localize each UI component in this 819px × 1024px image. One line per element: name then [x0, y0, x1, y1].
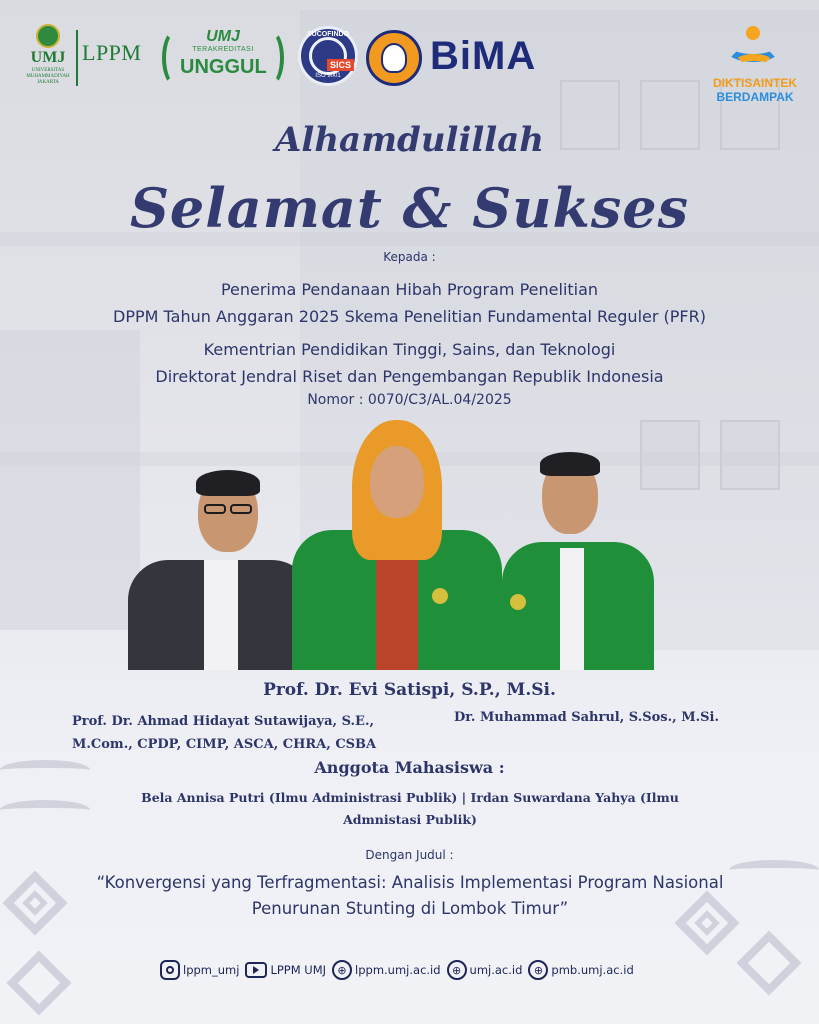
dikti-line1: DIKTISAINTEK: [713, 76, 797, 90]
white-shirt: [204, 560, 238, 670]
white-shirt: [560, 548, 584, 670]
globe-icon: ⊕: [447, 960, 467, 980]
glasses-icon: [204, 504, 226, 514]
sics-bottom-text: ISO 9001: [315, 73, 341, 79]
bima-figure-icon: [381, 43, 407, 73]
research-title: “Konvergensi yang Terfragmentasi: Analisis Implementasi Program Nasional Penurunan Stunting di Lombok Timur”: [96, 873, 724, 918]
info-line-directorate: Direktorat Jendral Riset dan Pengembangan Republik Indonesia: [155, 367, 664, 386]
footer-youtube[interactable]: [245, 962, 326, 978]
bima-label: BiMA: [430, 34, 537, 78]
dikti-line2: BERDAMPAK: [716, 90, 794, 104]
lead-researcher-name: Prof. Dr. Evi Satispi, S.P., M.Si.: [263, 680, 556, 700]
wave-ornament-left: [0, 800, 90, 820]
footer-website-pmb[interactable]: [528, 960, 633, 980]
lppm-label: LPPM: [82, 40, 142, 65]
youtube-icon: [245, 962, 267, 978]
info-line-scheme: DPPM Tahun Anggaran 2025 Skema Penelitian Fundamental Reguler (PFR): [113, 307, 706, 326]
hair: [196, 470, 260, 496]
portrait-member-left: [128, 470, 312, 670]
instagram-icon: [160, 960, 180, 980]
logo-row: [0, 0, 819, 110]
website-lppm: lppm.umj.ac.id: [355, 963, 441, 977]
sics-logo: [298, 26, 358, 86]
footer-instagram[interactable]: [160, 960, 239, 980]
footer-website-lppm[interactable]: [332, 960, 441, 980]
website-umj: umj.ac.id: [469, 963, 523, 977]
kepada-label: Kepada :: [383, 250, 436, 264]
dikti-logo: [700, 24, 810, 114]
accreditation-middle: TERAKREDITASI: [192, 46, 254, 53]
youtube-handle: LPPM UMJ: [270, 963, 327, 977]
sics-label: SICS: [327, 59, 354, 71]
accreditation-main: UNGGUL: [180, 56, 267, 78]
accreditation-logo: [162, 26, 284, 88]
portrait-member-right: [502, 452, 654, 670]
face: [370, 446, 424, 518]
globe-icon: ⊕: [332, 960, 352, 980]
website-pmb: pmb.umj.ac.id: [551, 963, 634, 977]
info-line-ministry: Kementrian Pendidikan Tinggi, Sains, dan Teknologi: [203, 340, 616, 359]
research-title-label: Dengan Judul :: [365, 848, 454, 862]
social-footer: [160, 958, 680, 982]
accreditation-top: UMJ: [206, 28, 240, 45]
students-label: Anggota Mahasiswa :: [314, 758, 505, 777]
instagram-handle: lppm_umj: [183, 963, 240, 977]
info-line-program: Penerima Pendanaan Hibah Program Penelitian: [220, 280, 599, 299]
portrait-lead: [292, 420, 502, 670]
students-names: Bela Annisa Putri (Ilmu Administrasi Publik) | Irdan Suwardana Yahya (Ilmu Admnistasi Publik): [141, 790, 679, 827]
umj-pin-icon: [432, 588, 448, 604]
member-name-right: Dr. Muhammad Sahrul, S.Sos., M.Si.: [454, 710, 719, 725]
bima-emblem-icon: [366, 30, 422, 86]
umj-emblem-icon: [36, 24, 60, 48]
umj-logo: [18, 24, 78, 90]
title-alhamdulillah: Alhamdulillah: [275, 120, 544, 160]
dikti-swoosh-icon: [734, 54, 774, 72]
hair: [540, 452, 600, 476]
lppm-divider: [76, 30, 78, 86]
umj-logo-subtitle: UNIVERSITAS MUHAMMADIYAH JAKARTA: [26, 68, 70, 85]
title-selamat-sukses: Selamat & Sukses: [129, 176, 690, 240]
sics-top-text: SUCOFINDO: [307, 31, 349, 38]
umj-pin-icon: [510, 594, 526, 610]
footer-website-umj[interactable]: [447, 960, 523, 980]
member-name-left: Prof. Dr. Ahmad Hidayat Sutawijaya, S.E., M.Com., CPDP, CIMP, ASCA, CHRA, CSBA: [72, 714, 377, 752]
umj-logo-word: UMJ: [30, 49, 66, 66]
glasses-icon: [230, 504, 252, 514]
info-line-number: Nomor : 0070/C3/AL.04/2025: [307, 392, 512, 408]
globe-icon: ⊕: [528, 960, 548, 980]
